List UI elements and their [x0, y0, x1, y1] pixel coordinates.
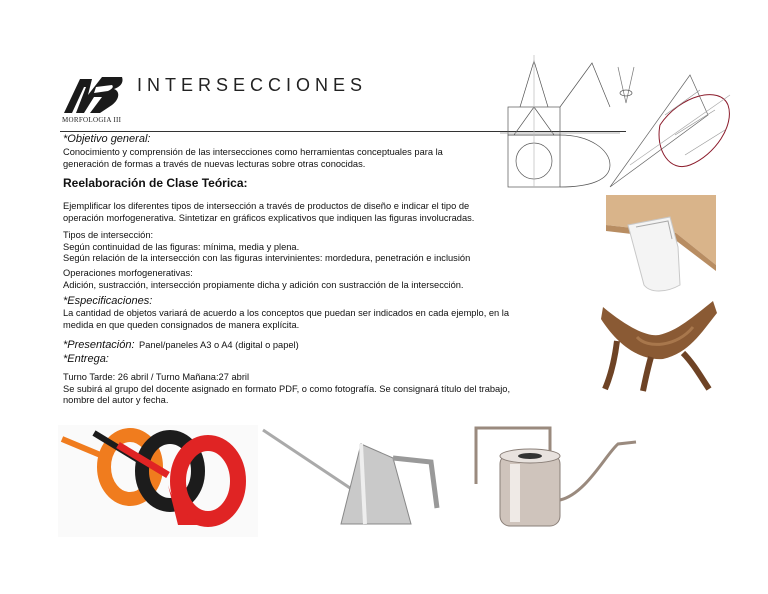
objetivo-line: Conocimiento y comprensión de las intersecciones como herramientas conceptuales para la — [63, 147, 443, 157]
presentacion-row — [63, 335, 299, 353]
operaciones-text — [63, 268, 563, 291]
presentacion-value: Panel/paneles A3 o A4 (digital o papel) — [139, 340, 299, 350]
entrega-line: Se subirá al grupo del docente asignado en formato PDF, o como fotografía. Se consignará título del trabajo, — [63, 383, 511, 394]
especificaciones-line: medida en que queden consignados de manera explícita. — [63, 319, 300, 330]
watering-cans-photo-icon — [58, 425, 258, 537]
operaciones-line: Operaciones morfogenerativas: — [63, 268, 193, 278]
entrega-text — [63, 372, 563, 407]
tipos-line: Según continuidad de las figuras: mínima, media y plena. — [63, 241, 300, 252]
intro-line: Ejemplificar los diferentes tipos de intersección a través de productos de diseño e indicar el tipo de — [63, 201, 470, 211]
especificaciones-label: *Especificaciones: — [63, 295, 153, 307]
tipos-line: Tipos de intersección: — [63, 230, 154, 240]
steel-watering-can-photo-icon — [261, 428, 441, 530]
tipos-text — [63, 230, 563, 265]
objetivo-line: generación de formas a través de nuevas lecturas sobre otras conocidas. — [63, 158, 366, 169]
wooden-chair-photo-icon — [597, 297, 722, 395]
morfologia-logo-icon — [62, 73, 124, 119]
entrega-line: nombre del autor y fecha. — [63, 395, 169, 406]
intro-line: operación morfogenerativa. Sintetizar en gráficos explicativos que indiquen las figuras involucradas. — [63, 212, 475, 223]
intro-text — [63, 201, 563, 224]
logo-caption: MORFOLOGIA III — [62, 116, 122, 124]
presentacion-label: *Presentación: — [63, 339, 135, 351]
entrega-line: Turno Tarde: 26 abril / Turno Mañana:27 abril — [63, 372, 250, 382]
especificaciones-line: La cantidad de objetos variará de acuerdo a los conceptos que puedan ser indicados en cada ejemplo, en la — [63, 308, 510, 318]
page-title: INTERSECCIONES — [137, 75, 368, 95]
objetivo-text — [63, 147, 553, 170]
objetivo-label: *Objetivo general: — [63, 133, 151, 145]
operaciones-line: Adición, sustracción, intersección propiamente dicha y adición con sustracción de la intersección. — [63, 279, 464, 290]
entrega-label: *Entrega: — [63, 353, 109, 365]
cup-on-table-photo-icon — [606, 195, 716, 295]
tipos-line: Según relación de la intersección con las figuras intervinientes: mordedura, penetración e inclusión — [63, 253, 471, 264]
especificaciones-text — [63, 308, 563, 331]
chrome-watering-can-photo-icon — [466, 424, 638, 532]
section-title: Reelaboración de Clase Teórica: — [63, 176, 248, 190]
